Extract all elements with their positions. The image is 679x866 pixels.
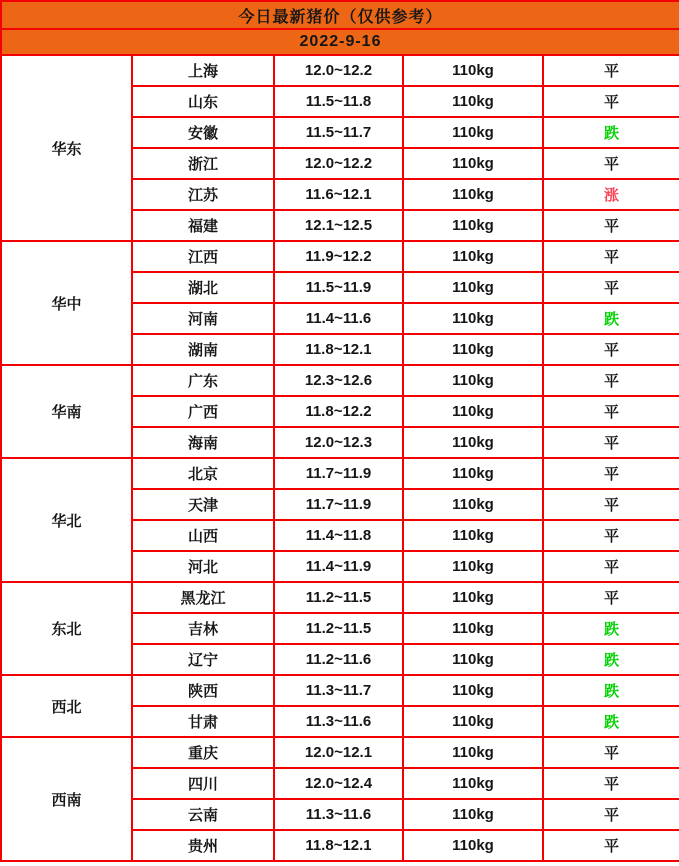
trend-cell: 平 [543, 427, 679, 458]
price-cell: 11.4~11.8 [274, 520, 403, 551]
province-cell: 河南 [132, 303, 274, 334]
trend-cell: 平 [543, 148, 679, 179]
price-cell: 11.7~11.9 [274, 458, 403, 489]
province-cell: 湖南 [132, 334, 274, 365]
weight-cell: 110kg [403, 644, 543, 675]
trend-cell: 涨 [543, 179, 679, 210]
trend-cell: 平 [543, 210, 679, 241]
trend-cell: 平 [543, 334, 679, 365]
trend-cell: 平 [543, 272, 679, 303]
province-cell: 甘肃 [132, 706, 274, 737]
province-cell: 河北 [132, 551, 274, 582]
price-cell: 11.5~11.8 [274, 86, 403, 117]
province-cell: 辽宁 [132, 644, 274, 675]
price-cell: 11.3~11.6 [274, 706, 403, 737]
weight-cell: 110kg [403, 334, 543, 365]
weight-cell: 110kg [403, 427, 543, 458]
province-cell: 海南 [132, 427, 274, 458]
trend-cell: 跌 [543, 303, 679, 334]
price-cell: 11.9~12.2 [274, 241, 403, 272]
trend-cell: 平 [543, 830, 679, 861]
province-cell: 黑龙江 [132, 582, 274, 613]
price-cell: 11.2~11.5 [274, 582, 403, 613]
trend-cell: 平 [543, 396, 679, 427]
weight-cell: 110kg [403, 365, 543, 396]
province-cell: 上海 [132, 55, 274, 86]
price-cell: 12.0~12.2 [274, 148, 403, 179]
trend-cell: 平 [543, 458, 679, 489]
weight-cell: 110kg [403, 86, 543, 117]
trend-cell: 平 [543, 551, 679, 582]
region-cell: 东北 [1, 582, 132, 675]
table-row [1, 55, 679, 86]
province-cell: 天津 [132, 489, 274, 520]
weight-cell: 110kg [403, 272, 543, 303]
price-cell: 11.3~11.6 [274, 799, 403, 830]
weight-cell: 110kg [403, 241, 543, 272]
price-cell: 11.5~11.7 [274, 117, 403, 148]
weight-cell: 110kg [403, 210, 543, 241]
price-cell: 12.3~12.6 [274, 365, 403, 396]
province-cell: 广东 [132, 365, 274, 396]
price-cell: 11.5~11.9 [274, 272, 403, 303]
trend-cell: 平 [543, 582, 679, 613]
price-cell: 11.4~11.6 [274, 303, 403, 334]
province-cell: 安徽 [132, 117, 274, 148]
table-row [1, 737, 679, 768]
weight-cell: 110kg [403, 148, 543, 179]
trend-cell: 平 [543, 520, 679, 551]
date-row [1, 29, 679, 55]
price-cell: 11.8~12.1 [274, 334, 403, 365]
price-cell: 11.8~12.2 [274, 396, 403, 427]
region-cell: 西南 [1, 737, 132, 861]
province-cell: 江西 [132, 241, 274, 272]
province-cell: 四川 [132, 768, 274, 799]
weight-cell: 110kg [403, 179, 543, 210]
price-cell: 11.2~11.6 [274, 644, 403, 675]
province-cell: 重庆 [132, 737, 274, 768]
price-cell: 12.0~12.3 [274, 427, 403, 458]
weight-cell: 110kg [403, 830, 543, 861]
weight-cell: 110kg [403, 396, 543, 427]
province-cell: 北京 [132, 458, 274, 489]
weight-cell: 110kg [403, 799, 543, 830]
weight-cell: 110kg [403, 303, 543, 334]
province-cell: 广西 [132, 396, 274, 427]
province-cell: 江苏 [132, 179, 274, 210]
weight-cell: 110kg [403, 582, 543, 613]
weight-cell: 110kg [403, 768, 543, 799]
trend-cell: 平 [543, 768, 679, 799]
region-cell: 华中 [1, 241, 132, 365]
trend-cell: 跌 [543, 117, 679, 148]
trend-cell: 平 [543, 799, 679, 830]
price-cell: 12.0~12.4 [274, 768, 403, 799]
price-cell: 12.1~12.5 [274, 210, 403, 241]
trend-cell: 平 [543, 86, 679, 117]
table-row [1, 582, 679, 613]
table-row [1, 675, 679, 706]
region-cell: 华北 [1, 458, 132, 582]
trend-cell: 平 [543, 489, 679, 520]
province-cell: 贵州 [132, 830, 274, 861]
province-cell: 山东 [132, 86, 274, 117]
weight-cell: 110kg [403, 458, 543, 489]
price-cell: 11.2~11.5 [274, 613, 403, 644]
province-cell: 云南 [132, 799, 274, 830]
table-row [1, 458, 679, 489]
price-cell: 11.6~12.1 [274, 179, 403, 210]
weight-cell: 110kg [403, 117, 543, 148]
trend-cell: 跌 [543, 613, 679, 644]
province-cell: 陕西 [132, 675, 274, 706]
table-row [1, 365, 679, 396]
date-label: 2022-9-16 [1, 29, 679, 55]
region-cell: 华东 [1, 55, 132, 241]
weight-cell: 110kg [403, 613, 543, 644]
weight-cell: 110kg [403, 520, 543, 551]
trend-cell: 平 [543, 55, 679, 86]
trend-cell: 跌 [543, 675, 679, 706]
trend-cell: 跌 [543, 644, 679, 675]
page-title: 今日最新猪价（仅供参考） [1, 1, 679, 29]
trend-cell: 平 [543, 737, 679, 768]
weight-cell: 110kg [403, 737, 543, 768]
province-cell: 福建 [132, 210, 274, 241]
price-cell: 12.0~12.1 [274, 737, 403, 768]
weight-cell: 110kg [403, 55, 543, 86]
province-cell: 浙江 [132, 148, 274, 179]
weight-cell: 110kg [403, 489, 543, 520]
trend-cell: 平 [543, 365, 679, 396]
weight-cell: 110kg [403, 706, 543, 737]
weight-cell: 110kg [403, 551, 543, 582]
price-cell: 11.8~12.1 [274, 830, 403, 861]
province-cell: 吉林 [132, 613, 274, 644]
trend-cell: 跌 [543, 706, 679, 737]
price-cell: 11.3~11.7 [274, 675, 403, 706]
table-row [1, 241, 679, 272]
province-cell: 山西 [132, 520, 274, 551]
trend-cell: 平 [543, 241, 679, 272]
price-cell: 11.4~11.9 [274, 551, 403, 582]
price-cell: 11.7~11.9 [274, 489, 403, 520]
title-row [1, 1, 679, 29]
province-cell: 湖北 [132, 272, 274, 303]
price-cell: 12.0~12.2 [274, 55, 403, 86]
region-cell: 华南 [1, 365, 132, 458]
region-cell: 西北 [1, 675, 132, 737]
weight-cell: 110kg [403, 675, 543, 706]
